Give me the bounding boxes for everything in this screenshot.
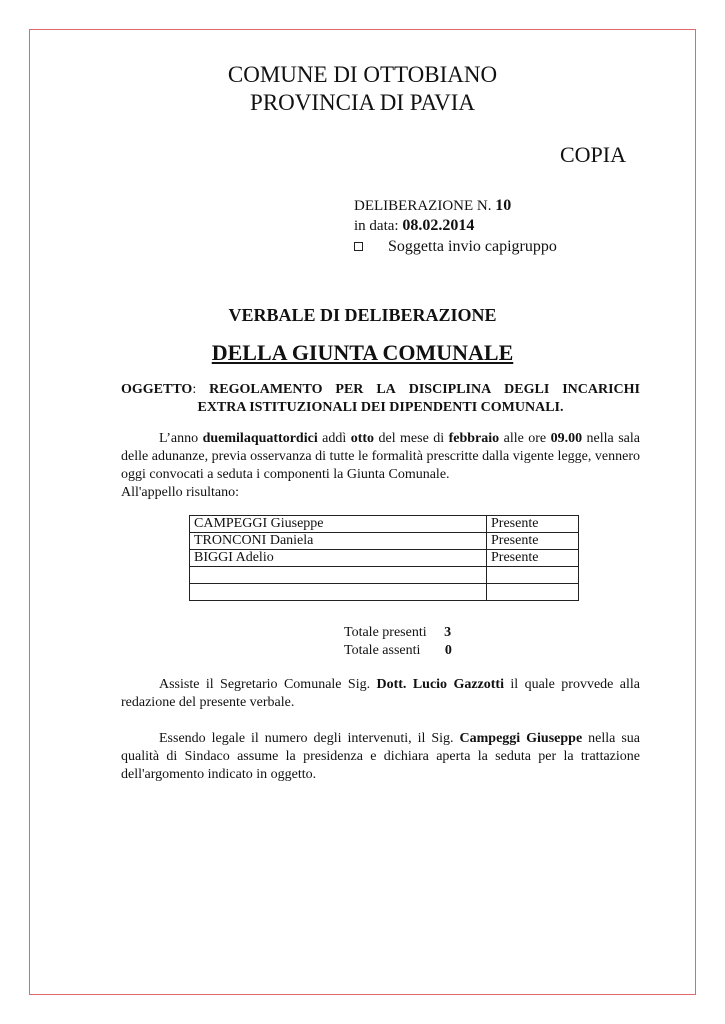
copia-label: COPIA	[560, 142, 627, 167]
member-name: CAMPEGGI Giuseppe	[190, 516, 487, 533]
oggetto-word: REGOLAMENTO	[209, 382, 323, 397]
member-name	[190, 567, 487, 584]
member-status: Presente	[487, 516, 579, 533]
table-row	[190, 533, 579, 550]
page-frame	[29, 29, 696, 995]
numero-label: DELIBERAZIONE N.	[354, 198, 492, 214]
ora-value: 09.00	[550, 431, 583, 446]
anno-value: duemilaquattordici	[202, 431, 318, 446]
deliberazione-number	[354, 196, 557, 216]
numero-value: 10	[495, 197, 512, 214]
table-row	[190, 516, 579, 533]
provincia-title: PROVINCIA DI PAVIA	[250, 90, 475, 115]
member-name	[190, 584, 487, 601]
oggetto-block	[121, 381, 640, 417]
data-value: 08.02.2014	[402, 217, 475, 234]
oggetto-word: DEGLI	[504, 382, 550, 397]
giunta-title: DELLA GIUNTA COMUNALE	[211, 340, 514, 365]
appello-table	[189, 515, 579, 601]
deliberazione-block	[354, 196, 557, 257]
member-status: Presente	[487, 550, 579, 567]
oggetto-word: INCARICHI	[562, 382, 640, 397]
totale-assenti: Totale assenti 0	[344, 643, 452, 658]
totale-presenti: Totale presenti 3	[344, 625, 452, 640]
verbale-title: VERBALE DI DELIBERAZIONE	[228, 305, 497, 325]
oggetto-word: DISCIPLINA	[408, 382, 492, 397]
soggetta-row	[354, 237, 557, 257]
checkbox-icon	[354, 242, 363, 251]
data-label: in data:	[354, 218, 399, 234]
oggetto-line-2: EXTRA ISTITUZIONALI DEI DIPENDENTI COMUNALI.	[197, 400, 564, 415]
table-row	[190, 584, 579, 601]
oggetto-word: LA	[376, 382, 396, 397]
table-row	[190, 550, 579, 567]
table-row	[190, 567, 579, 584]
intro-paragraph: L’anno duemilaquattordici addì otto del mese di febbraio alle ore 09.00 nella sala delle adunanze, previa osservanza di tutte le formalità prescritte dalla vigente legge, vennero oggi convocati a seduta i componenti la Giunta Comunale. All'appello risultano:	[121, 431, 640, 500]
comune-title: COMUNE DI OTTOBIANO	[227, 62, 498, 87]
deliberazione-date	[354, 216, 557, 236]
mese-value: febbraio	[448, 431, 500, 446]
oggetto-word: PER	[335, 382, 364, 397]
totali-block	[344, 624, 452, 660]
presidenza-paragraph: Essendo legale il numero degli intervenuti, il Sig. Campeggi Giuseppe nella sua qualità di Sindaco assume la presidenza e dichiara aperta la seduta per la trattazione dell'argomento indicato in oggetto.	[121, 731, 640, 782]
soggetta-label: Soggetta invio capigruppo	[388, 238, 557, 255]
segretario-name: Dott. Lucio Gazzotti	[376, 677, 504, 692]
oggetto-label: OGGETTO:	[121, 382, 197, 397]
sindaco-name: Campeggi Giuseppe	[459, 731, 583, 746]
member-status: Presente	[487, 533, 579, 550]
oggetto-line-1	[121, 381, 640, 399]
appello-label: All'appello risultano:	[121, 485, 240, 500]
member-status	[487, 584, 579, 601]
segretario-paragraph: Assiste il Segretario Comunale Sig. Dott. Lucio Gazzotti il quale provvede alla redazione del presente verbale.	[121, 677, 640, 710]
member-status	[487, 567, 579, 584]
giorno-value: otto	[350, 431, 375, 446]
member-name: BIGGI Adelio	[190, 550, 487, 567]
member-name: TRONCONI Daniela	[190, 533, 487, 550]
